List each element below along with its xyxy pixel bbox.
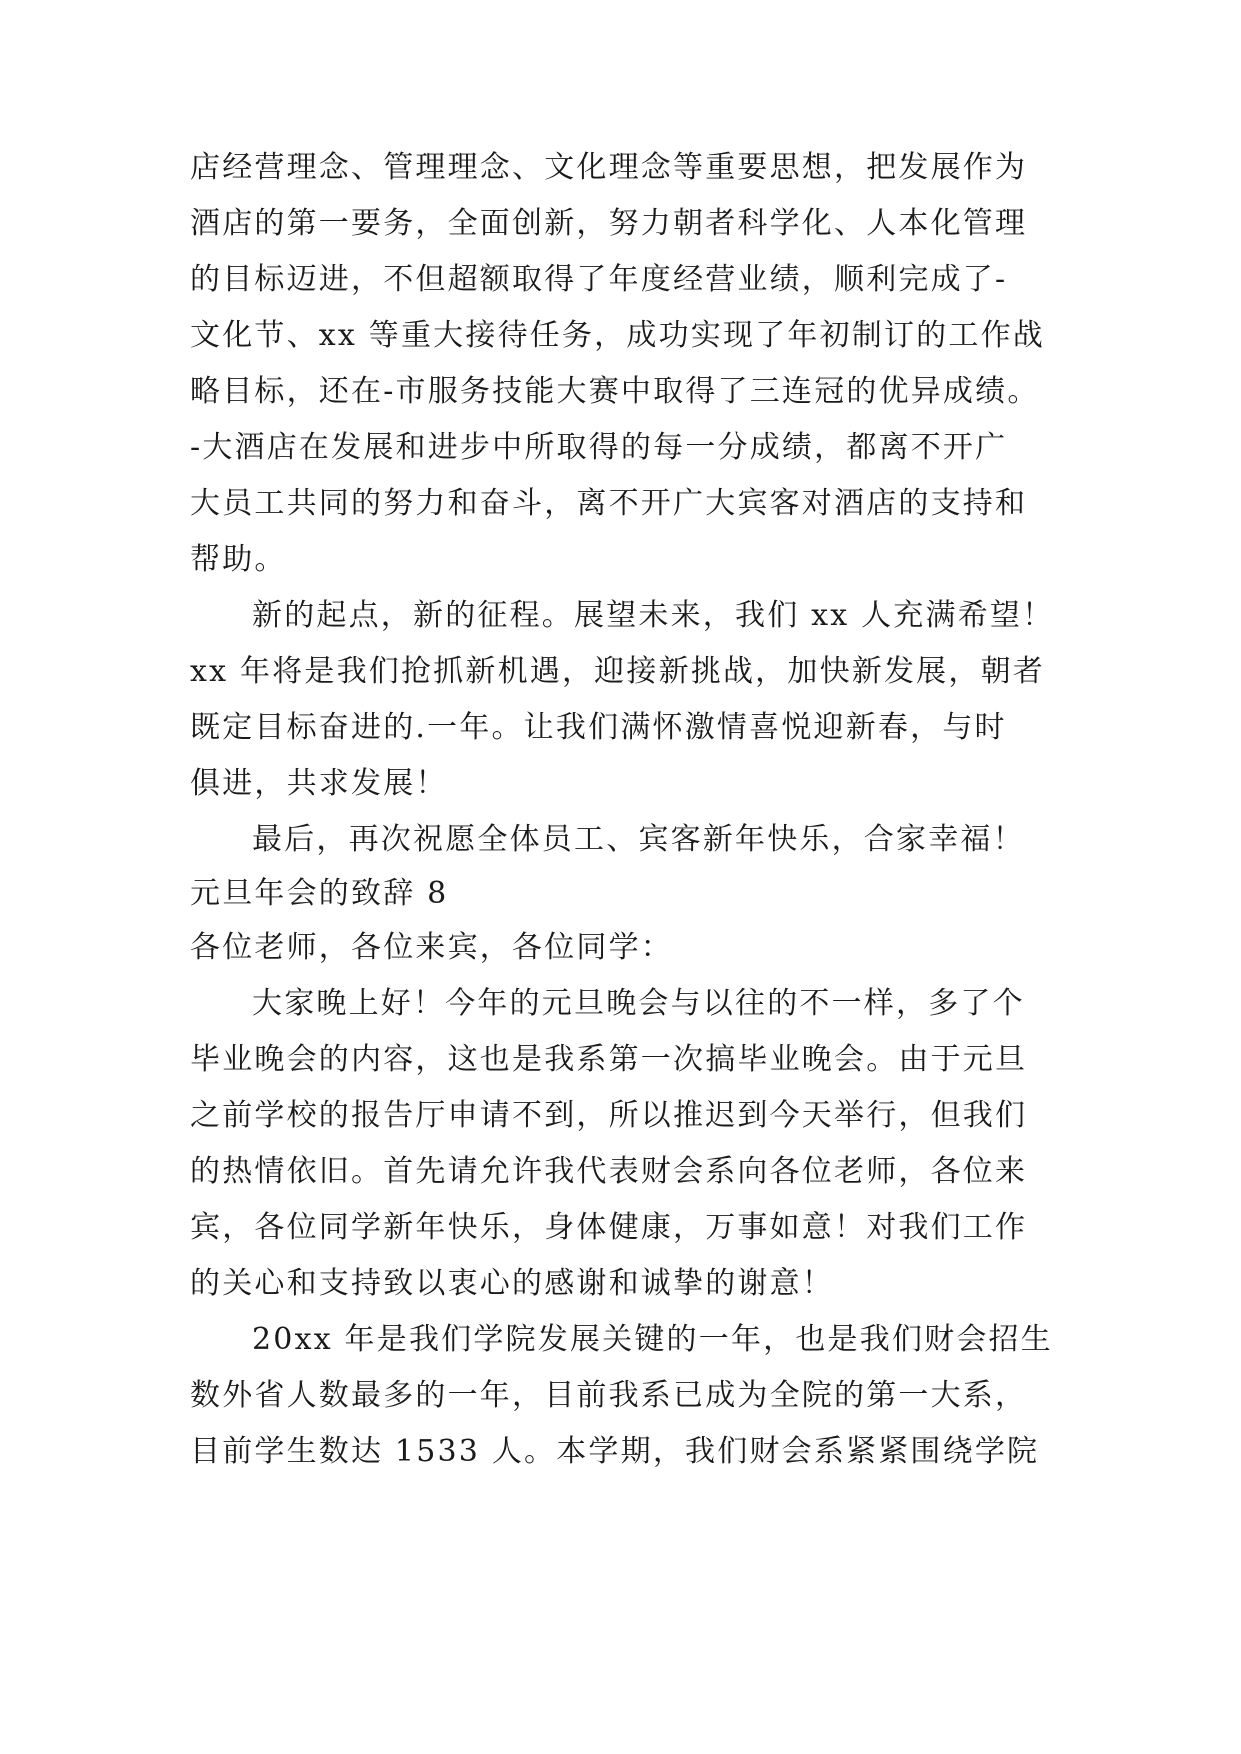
paragraph-line: 俱进，共求发展！ <box>190 766 448 801</box>
paragraph-line: 文化节、xx 等重大接待任务，成功实现了年初制订的工作战 <box>190 318 1045 353</box>
paragraph-line: 的热情依旧。首先请允许我代表财会系向各位老师，各位来 <box>190 1154 1028 1189</box>
paragraph-line: 帮助。 <box>190 542 287 577</box>
paragraph-line: 20xx 年是我们学院发展关键的一年，也是我们财会招生 <box>252 1322 1053 1357</box>
paragraph-line: -大酒店在发展和进步中所取得的每一分成绩，都离不开广 <box>190 430 1008 465</box>
paragraph-line: 最后，再次祝愿全体员工、宾客新年快乐，合家幸福！ <box>252 822 1025 857</box>
paragraph-line: 大员工共同的努力和奋斗，离不开广大宾客对酒店的支持和 <box>190 486 1028 521</box>
paragraph-line: 目前学生数达 1533 人。本学期，我们财会系紧紧围绕学院 <box>190 1434 1040 1469</box>
section-heading: 元旦年会的致辞 8 <box>190 876 449 911</box>
paragraph-line: xx 年将是我们抢抓新机遇，迎接新挑战，加快新发展，朝者 <box>190 654 1045 689</box>
paragraph-line: 新的起点，新的征程。展望未来，我们 xx 人充满希望！ <box>252 598 1055 633</box>
paragraph-line: 酒店的第一要务，全面创新，努力朝者科学化、人本化管理 <box>190 206 1028 241</box>
paragraph-line: 数外省人数最多的一年，目前我系已成为全院的第一大系， <box>190 1378 1028 1413</box>
paragraph-line: 宾，各位同学新年快乐，身体健康，万事如意！对我们工作 <box>190 1210 1028 1245</box>
paragraph-line: 的关心和支持致以衷心的感谢和诚挚的谢意！ <box>190 1266 834 1301</box>
paragraph-line: 毕业晚会的内容，这也是我系第一次搞毕业晚会。由于元旦 <box>190 1042 1028 1077</box>
paragraph-line: 既定目标奋进的.一年。让我们满怀激情喜悦迎新春，与时 <box>190 710 1007 745</box>
paragraph-line: 店经营理念、管理理念、文化理念等重要思想，把发展作为 <box>190 150 1028 185</box>
salutation-line: 各位老师，各位来宾，各位同学： <box>190 930 673 965</box>
paragraph-line: 略目标，还在-市服务技能大赛中取得了三连冠的优异成绩。 <box>190 374 1040 409</box>
paragraph-line: 大家晚上好！今年的元旦晚会与以往的不一样，多了个 <box>252 986 1025 1021</box>
paragraph-line: 的目标迈进，不但超额取得了年度经营业绩，顺利完成了- <box>190 262 1008 297</box>
paragraph-line: 之前学校的报告厅申请不到，所以推迟到今天举行，但我们 <box>190 1098 1028 1133</box>
